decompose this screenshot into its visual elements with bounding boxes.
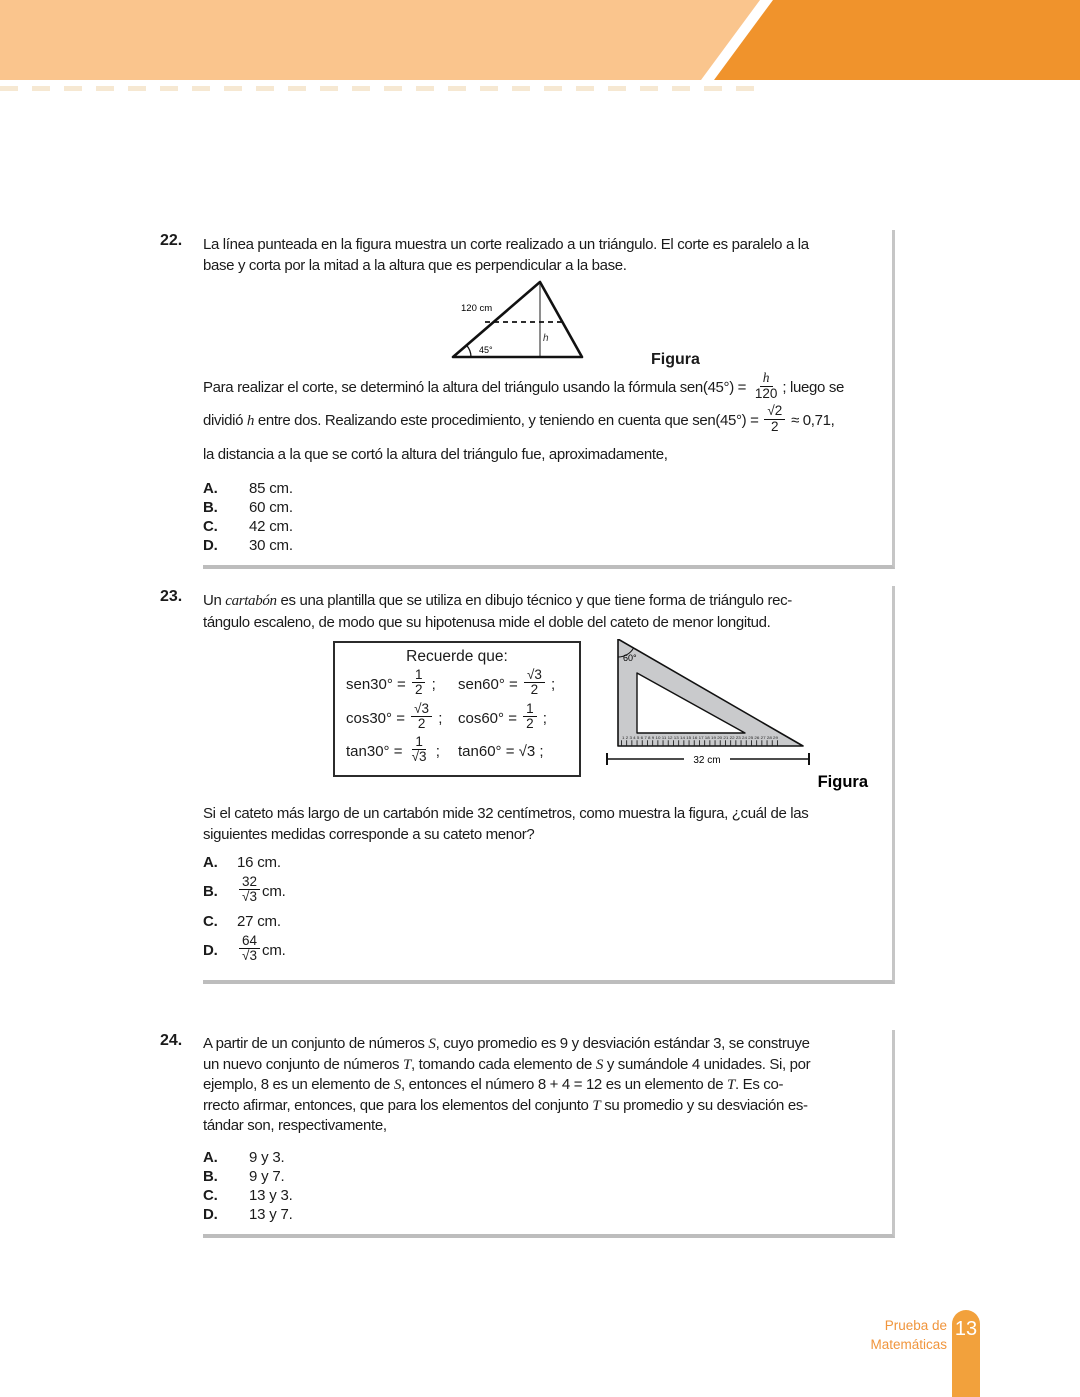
angle-label: 45° (479, 345, 493, 355)
option-text: $\frac{32}{√3}$ cm. (237, 877, 286, 907)
identity-tan60: tan60° = √3 ; (458, 743, 544, 761)
option-text: 13 y 3. (249, 1186, 293, 1204)
option-row (203, 1148, 878, 1167)
option-label: C. (203, 518, 218, 535)
footer-label-line2: Matemáticas (870, 1337, 947, 1352)
option-text: 85 cm. (249, 480, 293, 497)
header-dashed-rule (0, 86, 756, 91)
identity-sen60: sen60° = $\frac{√3}{2}$ ; (458, 667, 556, 698)
question-23-body: Si el cateto más largo de un cartabón mide 32 centímetros, como muestra la figura, ¿cuál de las siguientes medidas corresponde a su cateto menor? (203, 805, 809, 843)
page-number-tab (952, 1310, 980, 1397)
question-22-body: Para realizar el corte, se determinó la altura del triángulo usando la fórmula sen(45°) = $\frac{h}{120}$ ; luego se dividió h entre dos. Realizando este procedimiento, y teniendo en cuenta que sen(45°) = $\frac{√2}{2}$ ≈ 0,71, la distancia a la que se cortó la altura del triángulo fue, aproximadamente, (203, 370, 844, 463)
option-label: B. (203, 883, 218, 901)
header-band (0, 0, 1080, 80)
figure-caption: Figura (817, 773, 868, 791)
option-text: 13 y 7. (249, 1205, 293, 1223)
option-row (203, 1167, 878, 1186)
option-row (203, 1205, 878, 1224)
question-23-box (203, 586, 895, 984)
recall-box (333, 641, 581, 777)
option-row (203, 932, 878, 966)
identity-cos60: cos60° = $\frac{1}{2}$ ; (458, 700, 547, 731)
option-label: C. (203, 1186, 218, 1204)
option-row (203, 479, 878, 498)
figure-caption: Figura (651, 351, 700, 368)
identity-cos30: cos30° = $\frac{√3}{2}$ ; (346, 700, 443, 731)
option-label: D. (203, 941, 218, 959)
option-label: D. (203, 537, 218, 554)
option-text: 30 cm. (249, 537, 293, 554)
option-text: 9 y 3. (249, 1148, 285, 1166)
option-row (203, 853, 878, 872)
header-band-graphic (0, 0, 1080, 80)
angle-label: 60° (623, 653, 637, 663)
question-22-figure (443, 279, 700, 369)
footer-test-label (870, 1316, 947, 1354)
question-22-intro: La línea punteada en la figura muestra un corte realizado a un triángulo. El corte es paralelo a la base y corta por la mitad a la altura que es perpendicular a la base. (203, 236, 809, 274)
option-label: B. (203, 1167, 218, 1185)
question-23-intro: Un cartabón es una plantilla que se utiliza en dibujo técnico y que tiene forma de triángulo rec- tángulo escaleno, de modo que su hipotenusa mide el doble del cateto de menor longitud. (203, 592, 792, 631)
question-24-body: A partir de un conjunto de números S, cuyo promedio es 9 y desviación estándar 3, se construye un nuevo conjunto de números T, tomando cada elemento de S y sumándole 4 unidades. Si, por ejemplo, 8 es un elemento de S, entonces el número 8 + 4 = 12 es un elemento de T. Es co- rrecto afirmar, entonces, que para los elementos del conjunto T su promedio y su desviación es- tándar son, respectivamente, (203, 1035, 811, 1134)
question-22 (160, 230, 895, 569)
option-row (203, 536, 878, 555)
option-row (203, 912, 878, 931)
question-24-box (203, 1030, 895, 1238)
recall-title: Recuerde que: (406, 648, 508, 665)
option-label: B. (203, 499, 218, 516)
option-text: 42 cm. (249, 518, 293, 535)
identity-tan30: tan30° = $\frac{1}{√3}$ ; (346, 734, 440, 765)
option-text: $\frac{64}{√3}$ cm. (237, 936, 286, 966)
option-text: 9 y 7. (249, 1167, 285, 1185)
option-text: 16 cm. (237, 854, 281, 871)
option-text: 27 cm. (237, 912, 281, 930)
recall-row (346, 700, 568, 734)
option-text: 60 cm. (249, 499, 293, 516)
question-24-options (203, 1148, 878, 1224)
ruler-numbers: 1 2 3 4 5 6 7 8 9 10 11 12 13 14 15 16 17 18 19 20 21 22 23 24 25 26 27 28 29 (622, 736, 779, 740)
option-label: D. (203, 1205, 218, 1223)
question-22-number: 22. (160, 232, 183, 249)
question-22-box (203, 230, 895, 569)
option-label: C. (203, 912, 218, 930)
recall-row (346, 734, 568, 767)
option-row (203, 517, 878, 536)
page-number: 13 (954, 1318, 978, 1340)
question-23-figure-row (203, 639, 878, 797)
option-row (203, 498, 878, 517)
option-label: A. (203, 480, 218, 497)
question-24 (160, 1030, 895, 1238)
option-row (203, 874, 878, 907)
option-row (203, 1186, 878, 1205)
height-label: h (543, 333, 549, 344)
option-label: A. (203, 1148, 218, 1166)
question-23 (160, 586, 895, 984)
question-24-number: 24. (160, 1032, 183, 1049)
question-23-number: 23. (160, 588, 183, 605)
question-22-options (203, 479, 878, 555)
recall-row (346, 667, 568, 700)
side-length-label: 120 cm (461, 303, 493, 314)
identity-sen30: sen30° = $\frac{1}{2}$ ; (346, 667, 436, 698)
triangle-cut-figure-svg (443, 279, 648, 364)
cartabon-figure (606, 639, 891, 796)
length-label: 32 cm (693, 755, 721, 766)
cartabon-figure-svg (606, 639, 891, 791)
question-23-options (203, 853, 878, 965)
footer-label-line1: Prueba de (884, 1318, 947, 1333)
option-label: A. (203, 854, 218, 871)
